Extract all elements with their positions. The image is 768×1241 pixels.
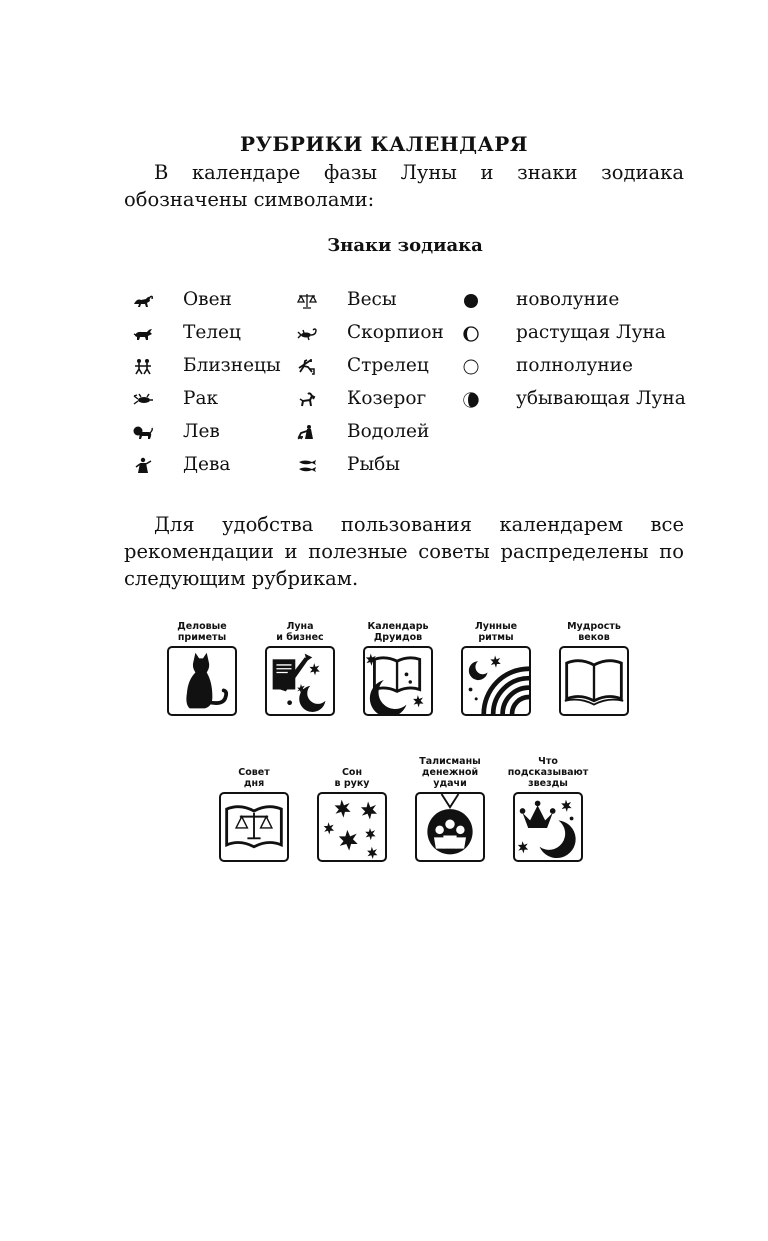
rubric-prophetic-dream: [314, 756, 390, 862]
zodiac-label: Лев: [183, 421, 220, 442]
waxing-moon-icon: [462, 325, 480, 343]
page-title: РУБРИКИ КАЛЕНДАРЯ: [240, 132, 528, 156]
rubric-wisdom-of-ages: [556, 610, 632, 716]
moon-phase-label: новолуние: [516, 289, 620, 310]
rubric-caption: Луна и бизнес: [276, 621, 324, 643]
rubric-business-omens: [164, 610, 240, 716]
zodiac-label: Овен: [183, 289, 232, 310]
zodiac-label: Рак: [183, 388, 219, 409]
zodiac-label: Дева: [183, 454, 231, 475]
talisman-icon: [417, 794, 483, 860]
crown-moon-icon: [515, 794, 581, 860]
cancer-icon: [132, 391, 154, 409]
rubric-money-talismans: [412, 756, 488, 862]
new-moon-icon: [462, 292, 480, 310]
zodiac-label: Телец: [183, 322, 241, 343]
moon-phase-label: полнолуние: [516, 355, 633, 376]
libra-icon: [296, 292, 318, 310]
rubric-caption: Сон в руку: [334, 767, 370, 789]
rubric-caption: Талисманы денежной удачи: [419, 756, 481, 789]
rubric-moon-business: [262, 610, 338, 716]
zodiac-title: Знаки зодиака: [327, 235, 483, 256]
rubric-caption: Совет дня: [238, 767, 270, 789]
aries-icon: [132, 292, 154, 310]
scorpio-icon: [296, 325, 318, 343]
open-book-icon: [561, 648, 627, 714]
virgo-icon: [132, 457, 154, 475]
moon-phase-label: растущая Луна: [516, 322, 666, 343]
rubric-druid-calendar: [360, 610, 436, 716]
druid-calendar-icon: [365, 648, 431, 714]
cat-icon: [169, 648, 235, 714]
capricorn-icon: [296, 391, 318, 409]
rubric-caption: Что подсказывают звезды: [507, 756, 589, 789]
gemini-icon: [132, 358, 154, 376]
stars-icon: [319, 794, 385, 860]
zodiac-label: Скорпион: [347, 322, 444, 343]
leo-icon: [132, 424, 154, 442]
zodiac-label: Близнецы: [183, 355, 281, 376]
rubric-caption: Лунные ритмы: [474, 621, 518, 643]
zodiac-label: Стрелец: [347, 355, 429, 376]
rubric-caption: Календарь Друидов: [367, 621, 429, 643]
waning-moon-icon: [462, 391, 480, 409]
rubric-caption: Мудрость веков: [567, 621, 621, 643]
sagittarius-icon: [296, 358, 318, 376]
rubric-lunar-rhythms: [458, 610, 534, 716]
taurus-icon: [132, 325, 154, 343]
zodiac-label: Козерог: [347, 388, 427, 409]
lunar-rhythms-icon: [463, 648, 529, 714]
zodiac-label: Рыбы: [347, 454, 401, 475]
book-scales-icon: [221, 794, 287, 860]
rubric-advice-of-day: [216, 756, 292, 862]
rubric-caption: Деловые приметы: [177, 621, 227, 643]
moon-phase-label: убывающая Луна: [516, 388, 686, 409]
zodiac-label: Весы: [347, 289, 397, 310]
pisces-icon: [296, 457, 318, 475]
zodiac-label: Водолей: [347, 421, 430, 442]
outro-paragraph: Для удобства пользования календарем все рекомендации и полезные советы распределены по следующим рубрикам.: [124, 513, 684, 590]
full-moon-icon: [462, 358, 480, 376]
rubric-what-stars-tell: [507, 756, 589, 862]
aquarius-icon: [296, 424, 318, 442]
intro-paragraph: В календаре фазы Луны и знаки зодиака обозначены символами:: [124, 161, 684, 211]
moon-business-icon: [267, 648, 333, 714]
